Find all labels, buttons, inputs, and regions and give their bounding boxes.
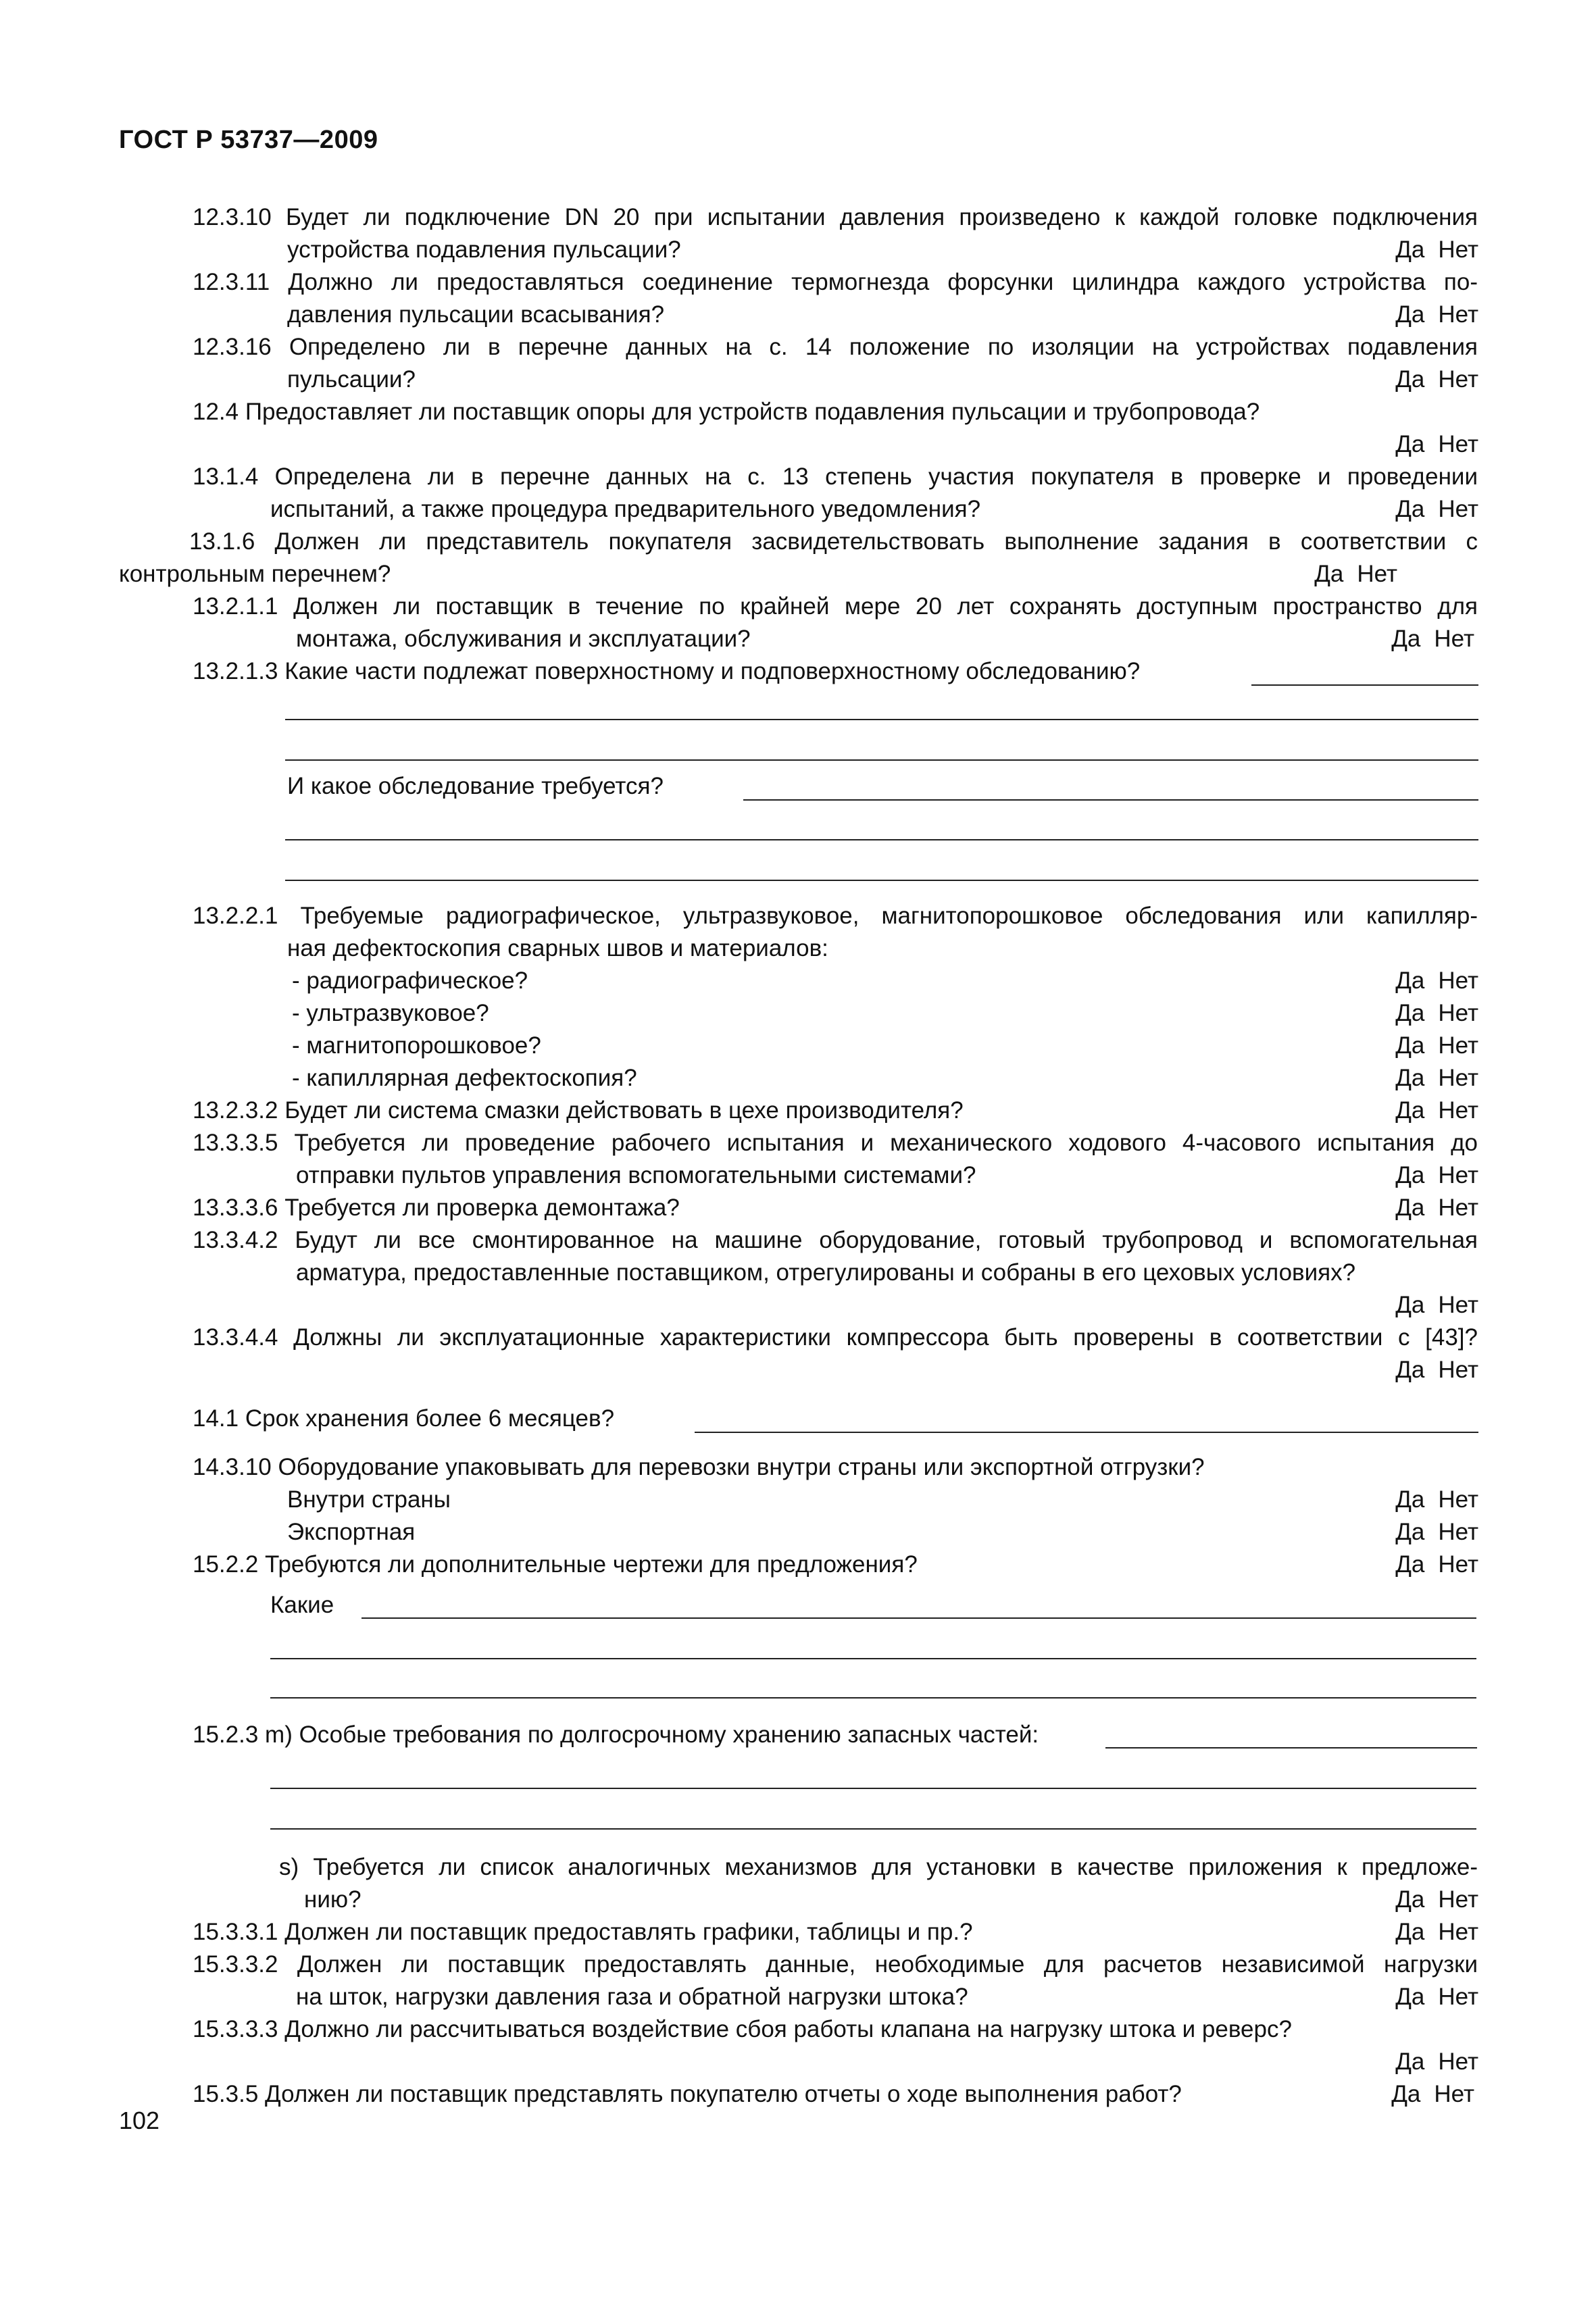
- question-13-1-6-line2: контрольным перечнем?: [119, 561, 391, 587]
- answer-13-1-4: [1395, 493, 1478, 526]
- answer-15-2-2: [1395, 1549, 1478, 1581]
- question-13-3-4-4-line1: 13.3.4.4 Должны ли эксплуатационные характеристики компрессора быть проверены в соответствии с [43]?: [193, 1324, 1478, 1351]
- answer-yes[interactable]: Да: [1395, 496, 1425, 522]
- question-13-3-4-2-line1: 13.3.4.2 Будут ли все смонтированное на машине оборудование, готовый трубопровод и вспомогательная: [193, 1227, 1478, 1253]
- answer-13-3-4-2: [1395, 1289, 1478, 1322]
- answer-13-2-3-2: [1395, 1095, 1478, 1127]
- answer-yes[interactable]: Да: [1395, 366, 1425, 393]
- question-15-3-3-2-line1: 15.3.3.2 Должен ли поставщик предоставлять данные, необходимые для расчетов независимой нагрузки: [193, 1951, 1478, 1978]
- question-13-2-3-2-line1: 13.2.3.2 Будет ли система смазки действовать в цехе производителя?: [193, 1097, 964, 1124]
- answer-no[interactable]: Нет: [1438, 366, 1478, 393]
- answer-yes[interactable]: Да: [1395, 1162, 1425, 1188]
- answer-yes[interactable]: Да: [1395, 1519, 1425, 1545]
- answer-no[interactable]: Нет: [1434, 626, 1474, 652]
- answer-15-2-3-s: [1395, 1884, 1478, 1916]
- answer-15-3-3-3: [1395, 2046, 1478, 2078]
- answer-13-3-3-5: [1395, 1159, 1478, 1192]
- answer-13-2-1-1: [1391, 623, 1474, 655]
- question-15-2-3-s-line2: нию?: [304, 1886, 361, 1913]
- answer-13-3-3-6: [1395, 1192, 1478, 1224]
- question-12-3-10-line2: устройства подавления пульсации?: [287, 236, 681, 263]
- answer-15-3-3-2: [1395, 1981, 1478, 2013]
- answer-line[interactable]: [285, 759, 1478, 761]
- answer-line-storage-period[interactable]: [695, 1432, 1478, 1433]
- answer-no[interactable]: Нет: [1438, 496, 1478, 522]
- question-12-3-11-line1: 12.3.11 Должно ли предоставляться соединение термогнезда форсунки цилиндра каждого устройства по-: [193, 269, 1478, 295]
- question-13-2-2-1-line2: ная дефектоскопия сварных швов и материалов:: [287, 935, 828, 961]
- question-12-3-16-line2: пульсации?: [287, 366, 416, 393]
- answer-13-1-6: [1314, 558, 1397, 590]
- answer-no[interactable]: Нет: [1438, 1292, 1478, 1318]
- answer-yes[interactable]: Да: [1395, 1886, 1425, 1913]
- answer-export: [1395, 1516, 1478, 1549]
- answer-line[interactable]: [270, 1658, 1476, 1659]
- question-13-3-3-6-line1: 13.3.3.6 Требуется ли проверка демонтажа?: [193, 1194, 680, 1221]
- answer-domestic: [1395, 1484, 1478, 1516]
- answer-yes[interactable]: Да: [1395, 1032, 1425, 1059]
- question-12-4-line1: 12.4 Предоставляет ли поставщик опоры для устройств подавления пульсации и трубопровода?: [193, 399, 1260, 425]
- question-13-3-4-2-line2: арматура, предоставленные поставщиком, отрегулированы и собраны в его цеховых условиях?: [296, 1259, 1356, 1286]
- answer-yes[interactable]: Да: [1314, 561, 1344, 587]
- answer-yes[interactable]: Да: [1395, 1919, 1425, 1945]
- question-13-2-1-3-line1: 13.2.1.3 Какие части подлежат поверхностному и подповерхностному обследованию?: [193, 658, 1141, 684]
- question-15-2-2-which: Какие: [270, 1592, 334, 1618]
- answer-radiographic: [1395, 965, 1478, 997]
- answer-line[interactable]: [285, 839, 1478, 840]
- answer-no[interactable]: Нет: [1438, 301, 1478, 328]
- answer-liquid-penetrant: [1395, 1062, 1478, 1095]
- answer-line-which-drawings[interactable]: [361, 1617, 1476, 1619]
- question-13-1-4-line1: 13.1.4 Определена ли в перечне данных на с. 13 степень участия покупателя в проверке и проведении: [193, 463, 1478, 490]
- answer-no[interactable]: Нет: [1438, 236, 1478, 263]
- answer-no[interactable]: Нет: [1438, 1065, 1478, 1091]
- answer-line-13-2-1-3[interactable]: [1251, 684, 1478, 686]
- answer-yes[interactable]: Да: [1395, 1551, 1425, 1578]
- answer-no[interactable]: Нет: [1438, 1984, 1478, 2010]
- answer-13-3-4-4: [1395, 1354, 1478, 1386]
- question-15-3-3-1-line1: 15.3.3.1 Должен ли поставщик предоставлять графики, таблицы и пр.?: [193, 1919, 973, 1945]
- answer-yes[interactable]: Да: [1395, 1292, 1425, 1318]
- answer-no[interactable]: Нет: [1438, 1551, 1478, 1578]
- answer-yes[interactable]: Да: [1395, 1486, 1425, 1513]
- answer-line[interactable]: [285, 719, 1478, 720]
- question-13-2-1-1-line1: 13.2.1.1 Должен ли поставщик в течение по крайней мере 20 лет сохранять доступным пространство для: [193, 593, 1478, 620]
- answer-yes[interactable]: Да: [1395, 1194, 1425, 1221]
- answer-12-3-16: [1395, 363, 1478, 396]
- question-15-3-3-3-line1: 15.3.3.3 Должно ли рассчитываться воздействие сбоя работы клапана на нагрузку штока и реверс?: [193, 2016, 1292, 2042]
- document-code-header: ГОСТ Р 53737—2009: [119, 126, 378, 154]
- question-13-1-6-line1: 13.1.6 Должен ли представитель покупателя засвидетельствовать выполнение задания в соответствии с: [189, 528, 1478, 555]
- option-ultrasonic: - ультразвуковое?: [292, 1000, 489, 1026]
- answer-no[interactable]: Нет: [1438, 1194, 1478, 1221]
- answer-no[interactable]: Нет: [1438, 1162, 1478, 1188]
- answer-no[interactable]: Нет: [1434, 2081, 1474, 2107]
- option-liquid-penetrant: - капиллярная дефектоскопия?: [292, 1065, 637, 1091]
- answer-no[interactable]: Нет: [1438, 1357, 1478, 1383]
- answer-no[interactable]: Нет: [1438, 1886, 1478, 1913]
- answer-yes[interactable]: Да: [1395, 1097, 1425, 1124]
- option-radiographic: - радиографическое?: [292, 967, 528, 994]
- answer-no[interactable]: Нет: [1438, 1486, 1478, 1513]
- answer-12-3-10: [1395, 234, 1478, 266]
- answer-12-4: [1395, 428, 1478, 461]
- question-15-3-5-line1: 15.3.5 Должен ли поставщик представлять покупателю отчеты о ходе выполнения работ?: [193, 2081, 1182, 2107]
- option-domestic: Внутри страны: [287, 1486, 451, 1513]
- answer-no[interactable]: Нет: [1438, 967, 1478, 994]
- answer-line-examination[interactable]: [743, 799, 1478, 801]
- question-14-3-10-line1: 14.3.10 Оборудование упаковывать для перевозки внутри страны или экспортной отгрузки?: [193, 1454, 1205, 1480]
- question-15-2-3-s-line1: s) Требуется ли список аналогичных механизмов для установки в качестве приложения к предложе-: [279, 1854, 1478, 1880]
- answer-line[interactable]: [270, 1788, 1476, 1789]
- answer-magnetic-particle: [1395, 1030, 1478, 1062]
- answer-yes[interactable]: Да: [1395, 236, 1425, 263]
- answer-no[interactable]: Нет: [1438, 1000, 1478, 1026]
- question-13-2-1-3-subquestion: И какое обследование требуется?: [287, 773, 664, 799]
- question-13-3-3-5-line1: 13.3.3.5 Требуется ли проведение рабочего испытания и механического ходового 4-часового испытания до: [193, 1130, 1478, 1156]
- question-13-1-4-line2: испытаний, а также процедура предварительного уведомления?: [270, 496, 981, 522]
- answer-no[interactable]: Нет: [1438, 1919, 1478, 1945]
- question-15-2-2-line1: 15.2.2 Требуются ли дополнительные чертежи для предложения?: [193, 1551, 918, 1578]
- answer-yes[interactable]: Да: [1395, 1357, 1425, 1383]
- answer-15-3-3-1: [1395, 1916, 1478, 1948]
- question-13-2-2-1-line1: 13.2.2.1 Требуемые радиографическое, ультразвуковое, магнитопорошковое обследования или капилляр-: [193, 903, 1478, 929]
- answer-yes[interactable]: Да: [1395, 431, 1425, 457]
- question-13-3-3-5-line2: отправки пультов управления вспомогательными системами?: [296, 1162, 976, 1188]
- page-number: 102: [119, 2107, 160, 2134]
- option-magnetic-particle: - магнитопорошковое?: [292, 1032, 541, 1059]
- answer-yes[interactable]: Да: [1395, 967, 1425, 994]
- question-12-3-11-line2: давления пульсации всасывания?: [287, 301, 665, 328]
- option-export: Экспортная: [287, 1519, 416, 1545]
- answer-yes[interactable]: Да: [1395, 2048, 1425, 2075]
- answer-ultrasonic: [1395, 997, 1478, 1030]
- answer-yes[interactable]: Да: [1395, 1065, 1425, 1091]
- answer-yes[interactable]: Да: [1395, 301, 1425, 328]
- answer-yes[interactable]: Да: [1391, 626, 1421, 652]
- answer-no[interactable]: Нет: [1357, 561, 1397, 587]
- question-14-1-line1: 14.1 Срок хранения более 6 месяцев?: [193, 1405, 615, 1432]
- question-15-2-3-m-line1: 15.2.3 m) Особые требования по долгосрочному хранению запасных частей:: [193, 1721, 1039, 1748]
- answer-line[interactable]: [285, 880, 1478, 881]
- answer-15-3-5: [1391, 2078, 1474, 2111]
- answer-12-3-11: [1395, 299, 1478, 331]
- answer-line-long-term-storage[interactable]: [1105, 1747, 1477, 1749]
- answer-no[interactable]: Нет: [1438, 2048, 1478, 2075]
- answer-no[interactable]: Нет: [1438, 1097, 1478, 1124]
- answer-yes[interactable]: Да: [1395, 1000, 1425, 1026]
- question-13-2-1-1-line2: монтажа, обслуживания и эксплуатации?: [296, 626, 751, 652]
- answer-yes[interactable]: Да: [1395, 1984, 1425, 2010]
- answer-yes[interactable]: Да: [1391, 2081, 1421, 2107]
- answer-line[interactable]: [270, 1697, 1476, 1699]
- question-15-3-3-2-line2: на шток, нагрузки давления газа и обратной нагрузки штока?: [296, 1984, 968, 2010]
- question-12-3-10-line1: 12.3.10 Будет ли подключение DN 20 при испытании давления произведено к каждой головке подключения: [193, 204, 1478, 230]
- answer-line[interactable]: [270, 1828, 1476, 1830]
- answer-no[interactable]: Нет: [1438, 1519, 1478, 1545]
- answer-no[interactable]: Нет: [1438, 431, 1478, 457]
- answer-no[interactable]: Нет: [1438, 1032, 1478, 1059]
- question-12-3-16-line1: 12.3.16 Определено ли в перечне данных на с. 14 положение по изоляции на устройствах подавления: [193, 334, 1478, 360]
